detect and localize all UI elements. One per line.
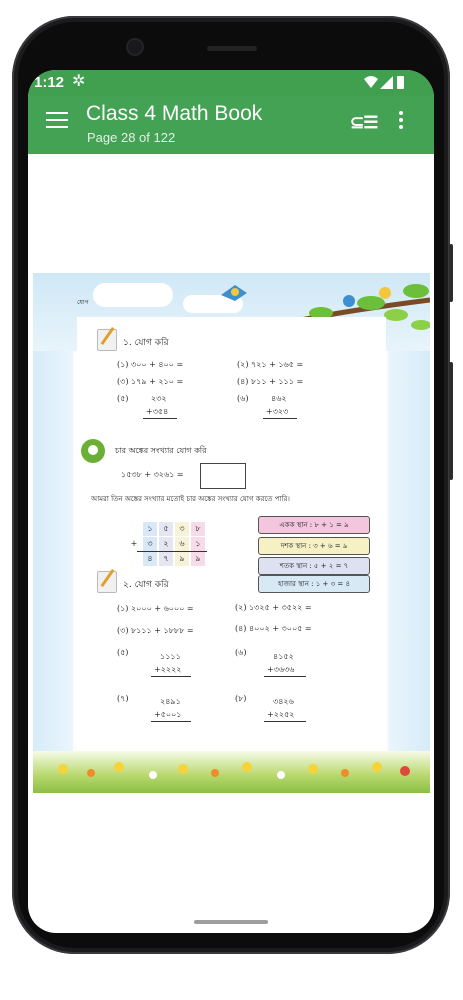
place-value-thousands: হাজার স্থান : ১ + ৩ = ৪ <box>258 575 370 593</box>
ex1-q6-label: (৬) <box>237 394 249 403</box>
grid-cell: + <box>130 539 138 548</box>
menu-icon[interactable] <box>46 112 68 130</box>
ex1-q5-label: (৫) <box>117 394 129 403</box>
ex2-q6-bottom: +৩৬৩৬ <box>267 665 295 674</box>
page-heading: যোগ <box>77 300 89 306</box>
answer-box <box>200 463 246 489</box>
page-border-right <box>388 273 430 793</box>
grid-cell: ৭ <box>159 552 173 566</box>
grid-cell <box>127 552 141 566</box>
ex2-q6-line <box>264 676 306 677</box>
info-note: আমরা তিন অঙ্কের সংখ্যার মতোই চার অঙ্কের সংখ্যার যোগ করতে পারি। <box>91 495 290 503</box>
app-title: Class 4 Math Book <box>86 102 263 125</box>
ex1-q6-line <box>263 418 297 419</box>
ex2-q6-label: (৬) <box>235 648 247 657</box>
ex1-q1: (১) ৩০০ + ৪০০ = <box>117 360 184 369</box>
ex2-q8-top: ৩৪২৬ <box>273 697 294 706</box>
app-bar <box>28 96 434 154</box>
ex2-q1: (১) ২০০০ + ৬০০০ = <box>117 604 194 613</box>
earpiece-speaker <box>207 46 257 51</box>
power-button <box>449 362 453 480</box>
ex1-q3: (৩) ১৭৯ + ২১০ = <box>117 377 184 386</box>
ex1-q6-top: ৪৬২ <box>271 394 287 403</box>
notepad-icon <box>97 571 117 593</box>
ex2-q8-bottom: +২২৫২ <box>267 710 295 719</box>
cloud-decoration <box>93 283 173 307</box>
screen <box>28 70 434 933</box>
grid-cell: ৩ <box>143 537 157 551</box>
settings-gear-icon: ✲ <box>72 73 86 90</box>
grid-cell: ৮ <box>191 522 205 536</box>
wifi-icon <box>364 76 378 88</box>
status-time: 1:12 <box>34 74 65 91</box>
ex2-q5-top: ১১১১ <box>160 652 181 661</box>
ex2-q3: (৩) ৮১১১ + ১৮৮৮ = <box>117 626 194 635</box>
grid-cell: ৯ <box>191 552 205 566</box>
ex2-q7-label: (৭) <box>117 694 129 703</box>
addition-grid <box>127 520 209 566</box>
ex1-q5-top: ২৩২ <box>151 394 167 403</box>
ex2-q6-top: ৪১৫২ <box>273 652 294 661</box>
grid-cell: ২ <box>159 537 173 551</box>
grid-cell: ৯ <box>175 552 189 566</box>
info-title: চার অঙ্কের সংখ্যার যোগ করি <box>115 446 207 455</box>
grid-cell: ৩ <box>175 522 189 536</box>
grid-cell: ৫ <box>159 522 173 536</box>
ex1-q5-bottom: +৩৫৪ <box>146 407 169 416</box>
battery-icon <box>397 76 404 89</box>
status-icons <box>362 75 406 91</box>
grid-cell <box>127 522 141 536</box>
ex2-q5-line <box>151 676 191 677</box>
ex1-q2: (২) ৭২১ + ১৬৫ = <box>237 360 304 369</box>
signal-icon <box>380 76 393 89</box>
grid-cell: ১ <box>191 537 205 551</box>
grid-cell: ৬ <box>175 537 189 551</box>
ex2-q5-bottom: +২২২২ <box>154 665 182 674</box>
flowers-decoration <box>33 753 430 793</box>
exercise-1-title: ১. যোগ করি <box>123 338 169 348</box>
book-page[interactable] <box>33 273 430 793</box>
ex2-q7-top: ২৪৯১ <box>160 697 181 706</box>
ex1-q5-line <box>143 418 177 419</box>
ex2-q4: (৪) ৪০০২ + ৩০০৫ = <box>235 624 312 633</box>
ex2-q2: (২) ১৩২৫ + ৩৫২২ = <box>235 603 312 612</box>
grid-cell: ৪ <box>143 552 157 566</box>
page-border-left <box>33 273 73 793</box>
front-camera <box>128 40 142 54</box>
info-character-icon <box>81 439 105 463</box>
ex1-q4: (৪) ৮১১ + ১১১ = <box>237 377 304 386</box>
status-bar <box>28 70 434 96</box>
home-indicator[interactable] <box>194 920 268 924</box>
grid-cell: ১ <box>143 522 157 536</box>
place-value-hundreds: শতক স্থান : ৫ + ২ = ৭ <box>258 557 370 575</box>
notepad-icon <box>97 329 117 351</box>
volume-button <box>449 244 453 302</box>
more-options-icon[interactable] <box>398 111 404 133</box>
ex2-q8-line <box>264 721 306 722</box>
info-equation: ১৫৩৮ + ৩২৬১ = <box>121 470 184 479</box>
ex2-q7-bottom: +৫০০১ <box>154 710 182 719</box>
place-value-tens: দশক স্থান : ৩ + ৬ = ৯ <box>258 537 370 555</box>
ex2-q8-label: (৮) <box>235 694 247 703</box>
ex1-q6-bottom: +৩২৩ <box>266 407 289 416</box>
ex2-q7-line <box>151 721 191 722</box>
ex2-q5-label: (৫) <box>117 648 129 657</box>
page-indicator: Page 28 of 122 <box>87 130 176 145</box>
place-value-ones: একক স্থান : ৮ + ১ = ৯ <box>258 516 370 534</box>
table-of-contents-icon[interactable]: ⊆☰ <box>350 113 378 132</box>
exercise-2-title: ২. যোগ করি <box>123 580 169 590</box>
